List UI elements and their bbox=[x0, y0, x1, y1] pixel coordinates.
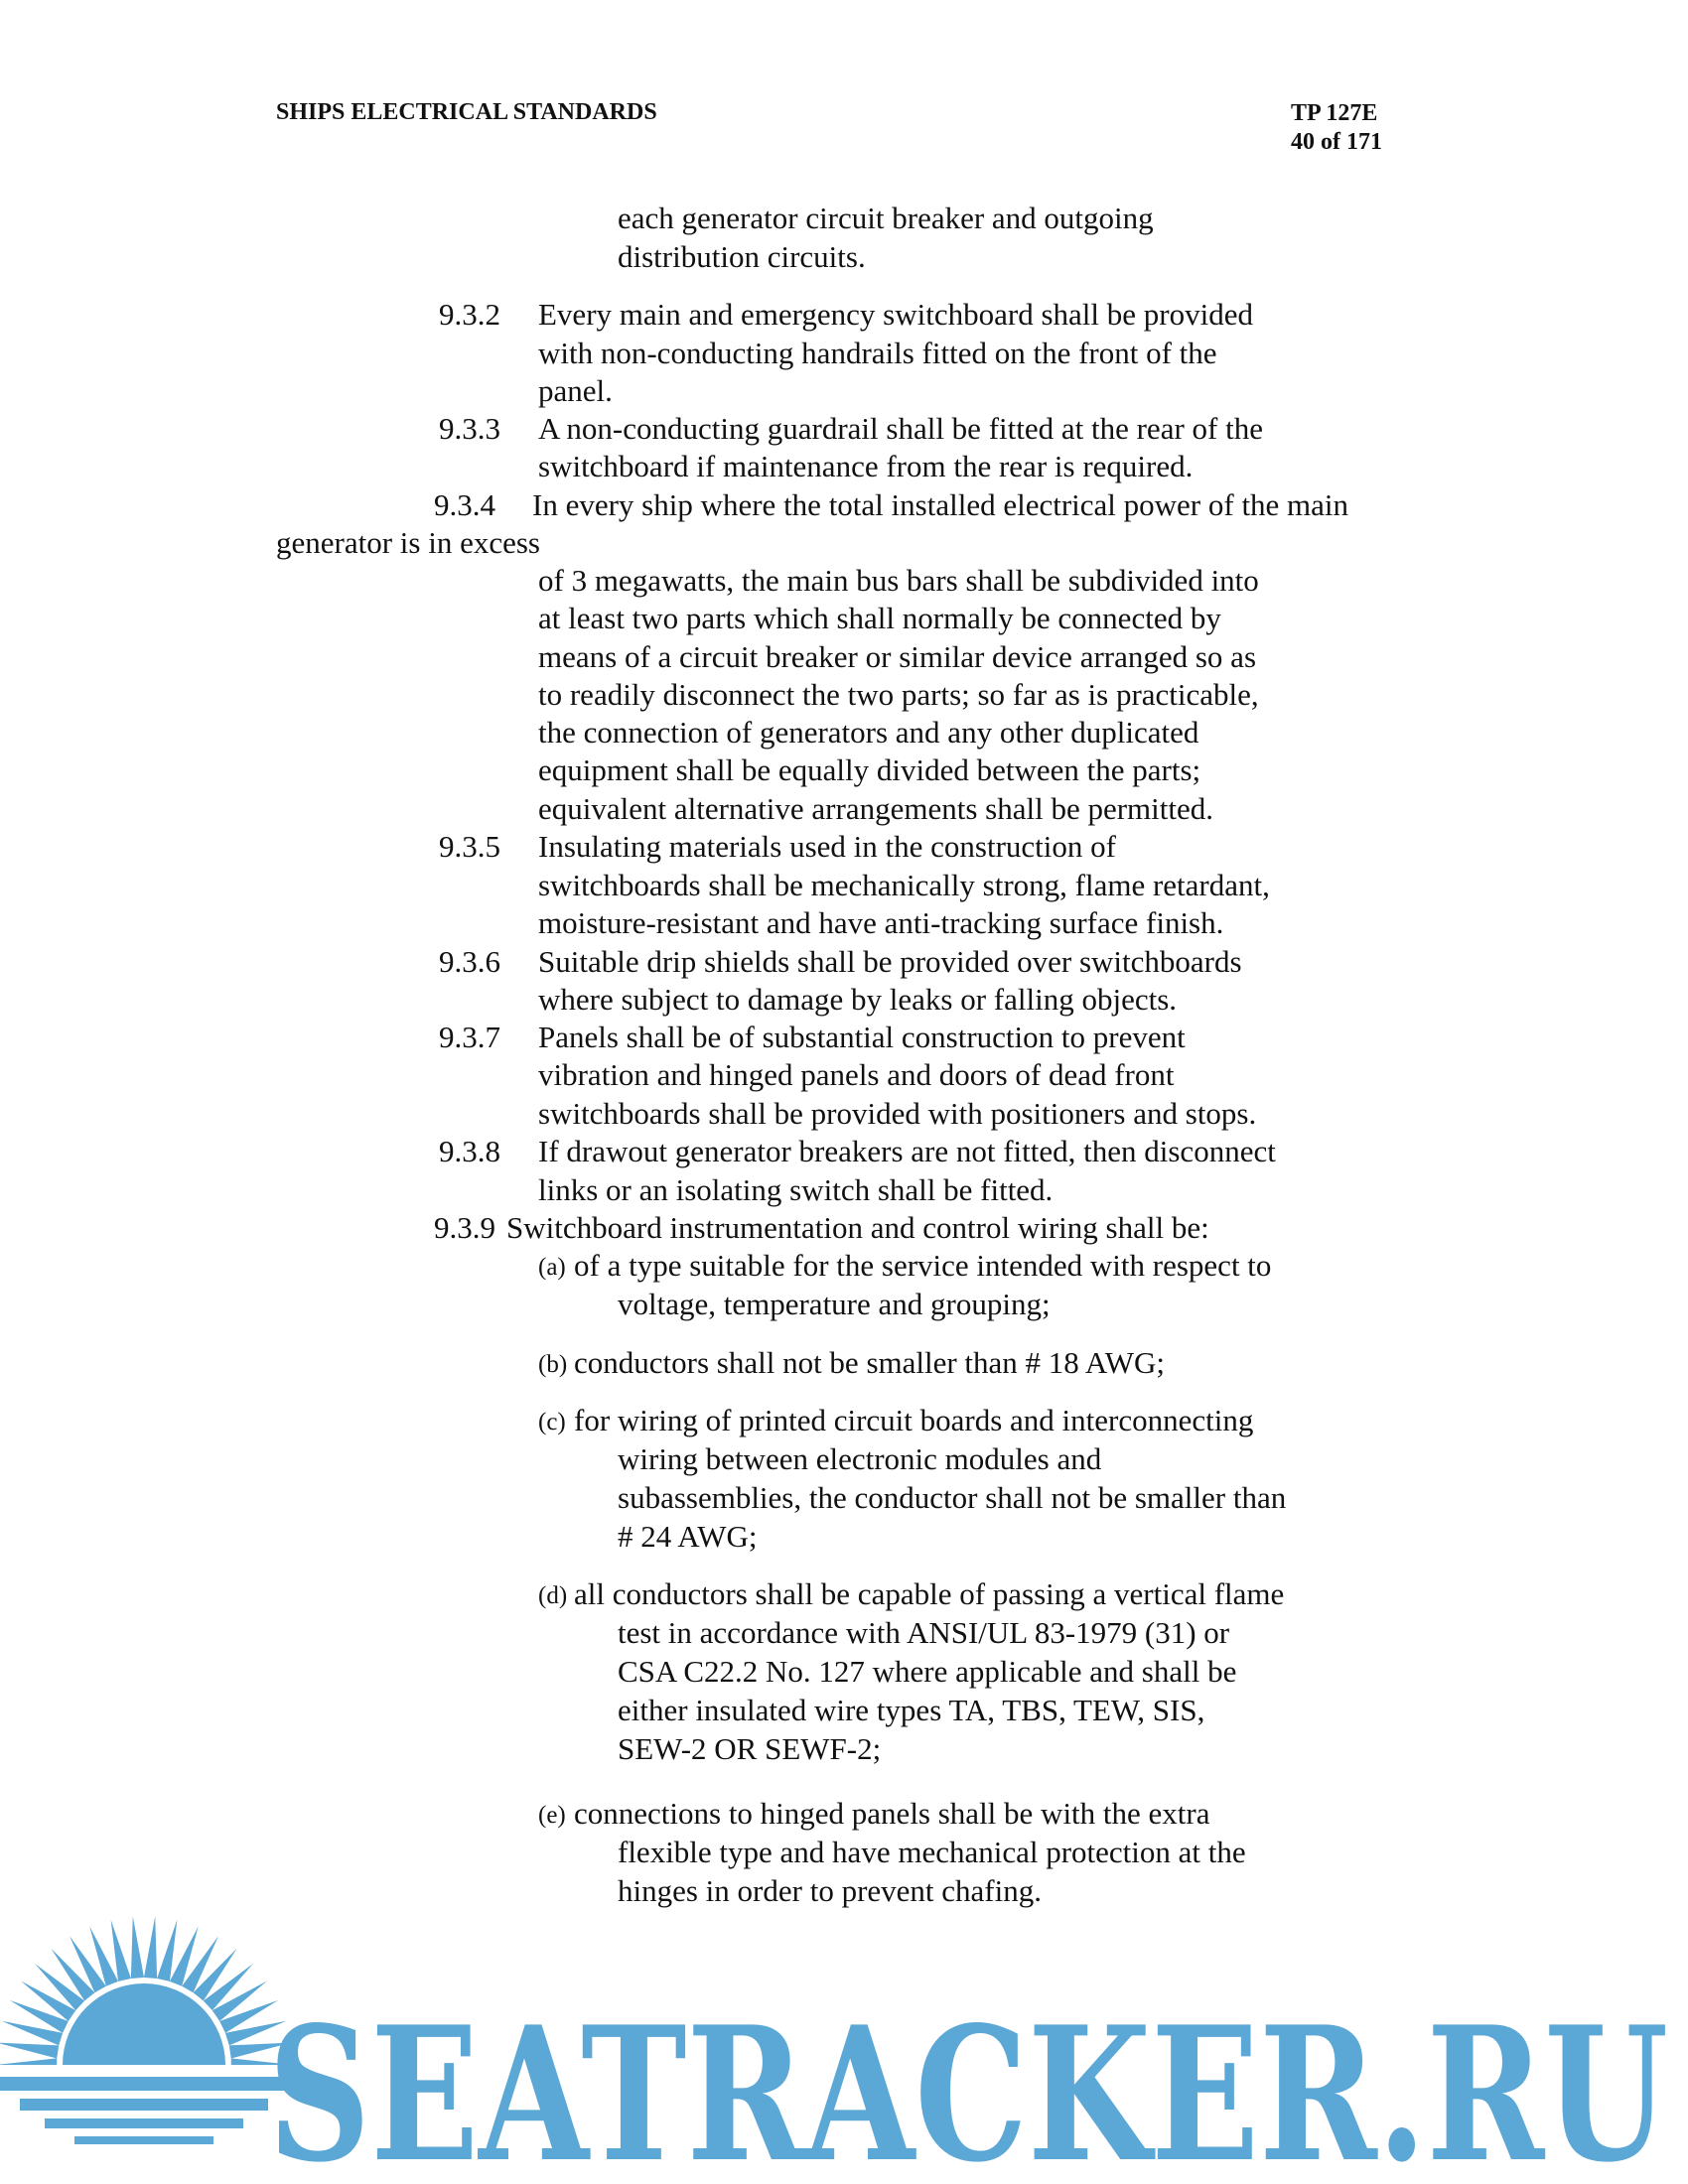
list-label: (e) bbox=[538, 1802, 566, 1829]
list-item-line: of a type suitable for the service intended with respect to bbox=[574, 1248, 1272, 1283]
intro-line: distribution circuits. bbox=[618, 239, 866, 274]
sun-ray bbox=[0, 2043, 59, 2059]
list-item-line: # 24 AWG; bbox=[618, 1519, 758, 1554]
list-label: (b) bbox=[538, 1351, 568, 1378]
list-label: (c) bbox=[538, 1409, 566, 1435]
clause-line: Panels shall be of substantial construction to prevent bbox=[538, 1020, 1186, 1054]
sun-ray bbox=[131, 1916, 144, 1979]
clause-line: In every ship where the total installed electrical power of the main bbox=[532, 487, 1349, 522]
clause-line: links or an isolating switch shall be fitted. bbox=[538, 1172, 1054, 1207]
list-item-line: connections to hinged panels shall be with the extra bbox=[574, 1796, 1210, 1831]
document-id: TP 127E bbox=[1291, 100, 1378, 126]
list-item-line: all conductors shall be capable of passing a vertical flame bbox=[574, 1576, 1285, 1611]
clause-number: 9.3.5 bbox=[439, 829, 500, 864]
list-item-line: subassemblies, the conductor shall not be smaller than bbox=[618, 1480, 1287, 1515]
running-header-docinfo bbox=[1291, 99, 1420, 157]
clause-line: switchboard if maintenance from the rear is required. bbox=[538, 449, 1194, 483]
clause-line: Every main and emergency switchboard shall be provided bbox=[538, 297, 1253, 332]
clause-number: 9.3.8 bbox=[439, 1134, 500, 1168]
clause-line: with non-conducting handrails fitted on the front of the bbox=[538, 336, 1217, 370]
watermark-banner bbox=[0, 1916, 1688, 2184]
clause-line: where subject to damage by leaks or falling objects. bbox=[538, 982, 1178, 1017]
clause-line: equipment shall be equally divided between the parts; bbox=[538, 752, 1201, 787]
clause-line: moisture-resistant and have anti-tracking surface finish. bbox=[538, 905, 1224, 940]
list-label: (a) bbox=[538, 1254, 566, 1281]
list-item-line: test in accordance with ANSI/UL 83-1979 (31) or bbox=[618, 1615, 1230, 1650]
list-item-line: voltage, temperature and grouping; bbox=[618, 1287, 1051, 1321]
clause-line: the connection of generators and any other duplicated bbox=[538, 715, 1199, 750]
clause-line: switchboards shall be provided with positioners and stops. bbox=[538, 1096, 1257, 1131]
intro-line: each generator circuit breaker and outgoing bbox=[618, 201, 1154, 235]
clause-line: A non-conducting guardrail shall be fitted at the rear of the bbox=[538, 411, 1263, 446]
list-item-line: conductors shall not be smaller than # 18 AWG; bbox=[574, 1345, 1166, 1380]
sun-logo-icon bbox=[0, 1916, 293, 2146]
clause-number: 9.3.6 bbox=[439, 944, 500, 979]
clause-line: panel. bbox=[538, 373, 613, 408]
clause-line: equivalent alternative arrangements shall be permitted. bbox=[538, 791, 1214, 826]
list-item-line: SEW-2 OR SEWF-2; bbox=[618, 1731, 882, 1766]
clause-number: 9.3.9 bbox=[434, 1210, 495, 1245]
clause-line: vibration and hinged panels and doors of dead front bbox=[538, 1057, 1175, 1092]
clause-line: Suitable drip shields shall be provided over switchboards bbox=[538, 944, 1242, 979]
list-item-line: CSA C22.2 No. 127 where applicable and shall be bbox=[618, 1654, 1237, 1689]
clause-number: 9.3.4 bbox=[434, 487, 495, 522]
clause-number: 9.3.3 bbox=[439, 411, 500, 446]
list-item-line: for wiring of printed circuit boards and interconnecting bbox=[574, 1403, 1254, 1437]
list-item-line: either insulated wire types TA, TBS, TEW, SIS, bbox=[618, 1693, 1205, 1727]
sun-ray bbox=[144, 1916, 157, 1979]
list-item-line: flexible type and have mechanical protection at the bbox=[618, 1835, 1246, 1869]
clause-line: to readily disconnect the two parts; so far as is practicable, bbox=[538, 677, 1259, 712]
clause-number: 9.3.7 bbox=[439, 1020, 500, 1054]
clause-line: If drawout generator breakers are not fitted, then disconnect bbox=[538, 1134, 1276, 1168]
sun-ray bbox=[0, 2058, 57, 2071]
page-number: 40 of 171 bbox=[1291, 129, 1382, 155]
clause-line: generator is in excess bbox=[276, 525, 540, 560]
clause-line: switchboards shall be mechanically strong, flame retardant, bbox=[538, 868, 1270, 902]
clause-line: Insulating materials used in the construction of bbox=[538, 829, 1116, 864]
list-label: (d) bbox=[538, 1582, 568, 1609]
clause-line: at least two parts which shall normally be connected by bbox=[538, 601, 1221, 635]
list-item-line: hinges in order to prevent chafing. bbox=[618, 1873, 1042, 1908]
sun-ray bbox=[157, 1920, 177, 1981]
sun-ray bbox=[111, 1920, 131, 1981]
watermark-text: SEATRACKER.RU bbox=[268, 1985, 1668, 2184]
running-header-title: SHIPS ELECTRICAL STANDARDS bbox=[276, 99, 657, 125]
list-item-line: wiring between electronic modules and bbox=[618, 1441, 1102, 1476]
clause-line: of 3 megawatts, the main bus bars shall be subdivided into bbox=[538, 563, 1259, 598]
clause-line: Switchboard instrumentation and control wiring shall be: bbox=[506, 1210, 1209, 1245]
clause-line: means of a circuit breaker or similar device arranged so as bbox=[538, 639, 1257, 674]
clause-number: 9.3.2 bbox=[439, 297, 500, 332]
